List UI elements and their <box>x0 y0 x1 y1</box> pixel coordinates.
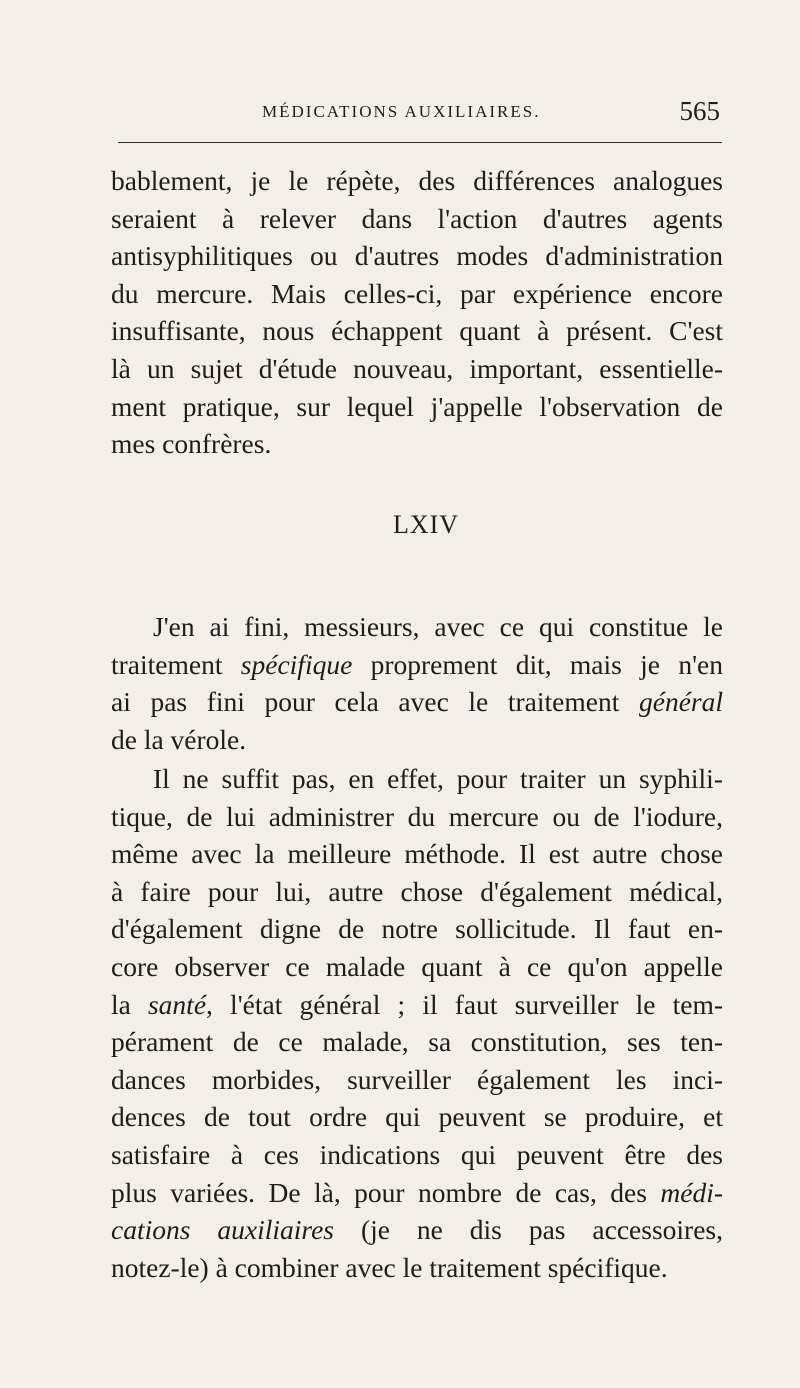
text-line: seraient à relever dans l'action d'autres agents <box>111 202 723 234</box>
text-line: satisfaire à ces indications qui peuvent être des <box>111 1138 723 1170</box>
italic-term: cations auxiliaires <box>111 1214 334 1246</box>
text-line: pérament de ce malade, sa constitution, ses ten- <box>111 1026 723 1058</box>
text-line: notez-le) à combiner avec le traitement spécifique. <box>111 1251 668 1283</box>
italic-term: spécifique <box>240 648 353 680</box>
section-heading <box>0 510 800 540</box>
text-run: (je ne dis pas accessoires, <box>334 1214 723 1246</box>
text-line <box>111 646 723 684</box>
text-line: dences de tout ordre qui peuvent se produire, et <box>111 1101 723 1133</box>
text-run: plus variées. De là, pour nombre de cas, des <box>111 1176 661 1208</box>
text-line: ment pratique, sur lequel j'appelle l'observation de <box>111 390 723 422</box>
text-line: tique, de lui administrer du mercure ou de l'iodure, <box>111 800 723 832</box>
text-line: même avec la meilleure méthode. Il est autre chose <box>111 838 723 870</box>
paragraph-main <box>111 760 723 1286</box>
italic-term: médi- <box>660 1176 723 1208</box>
text-run: ai pas fini pour cela avec le traitement <box>111 686 639 718</box>
text-line: J'en ai fini, messieurs, avec ce qui constitue le <box>153 611 723 642</box>
italic-term: santé <box>147 988 207 1020</box>
text-line: insuffisante, nous échappent quant à présent. C'est <box>111 315 723 347</box>
text-line: mes confrères. <box>111 428 272 460</box>
paragraph-section-opening <box>111 608 723 758</box>
text-line: dances morbides, surveiller également les inci- <box>111 1063 723 1095</box>
text-line: Il ne suffit pas, en effet, pour traiter un syphili- <box>153 763 723 794</box>
text-line: là un sujet d'étude nouveau, important, essentielle- <box>111 352 723 384</box>
text-run: traitement <box>111 648 241 680</box>
text-line <box>111 1211 723 1249</box>
text-run: proprement dit, mais je n'en <box>352 648 723 680</box>
text-line <box>111 986 723 1024</box>
text-line <box>111 683 723 721</box>
text-run: la <box>111 988 148 1020</box>
text-line: du mercure. Mais celles-ci, par expérience encore <box>111 277 723 309</box>
running-title: MÉDICATIONS AUXILIAIRES. <box>262 102 541 121</box>
text-line <box>111 1174 723 1212</box>
text-run: , l'état général ; il faut surveiller le tem- <box>206 988 723 1020</box>
text-line: bablement, je le répète, des différences analogues <box>111 165 723 196</box>
italic-term: général <box>638 686 723 718</box>
page-number: 565 <box>679 96 720 126</box>
paragraph-continuation <box>111 162 723 463</box>
text-line: à faire pour lui, autre chose d'également médical, <box>111 875 723 907</box>
text-line: core observer ce malade quant à ce qu'on appelle <box>111 950 723 982</box>
text-line: d'également digne de notre sollicitude. Il faut en- <box>111 913 723 945</box>
text-line: de la vérole. <box>111 723 247 755</box>
header-rule <box>118 142 722 143</box>
section-number: LXIV <box>392 510 460 539</box>
text-line: antisyphilitiques ou d'autres modes d'administration <box>111 240 723 272</box>
